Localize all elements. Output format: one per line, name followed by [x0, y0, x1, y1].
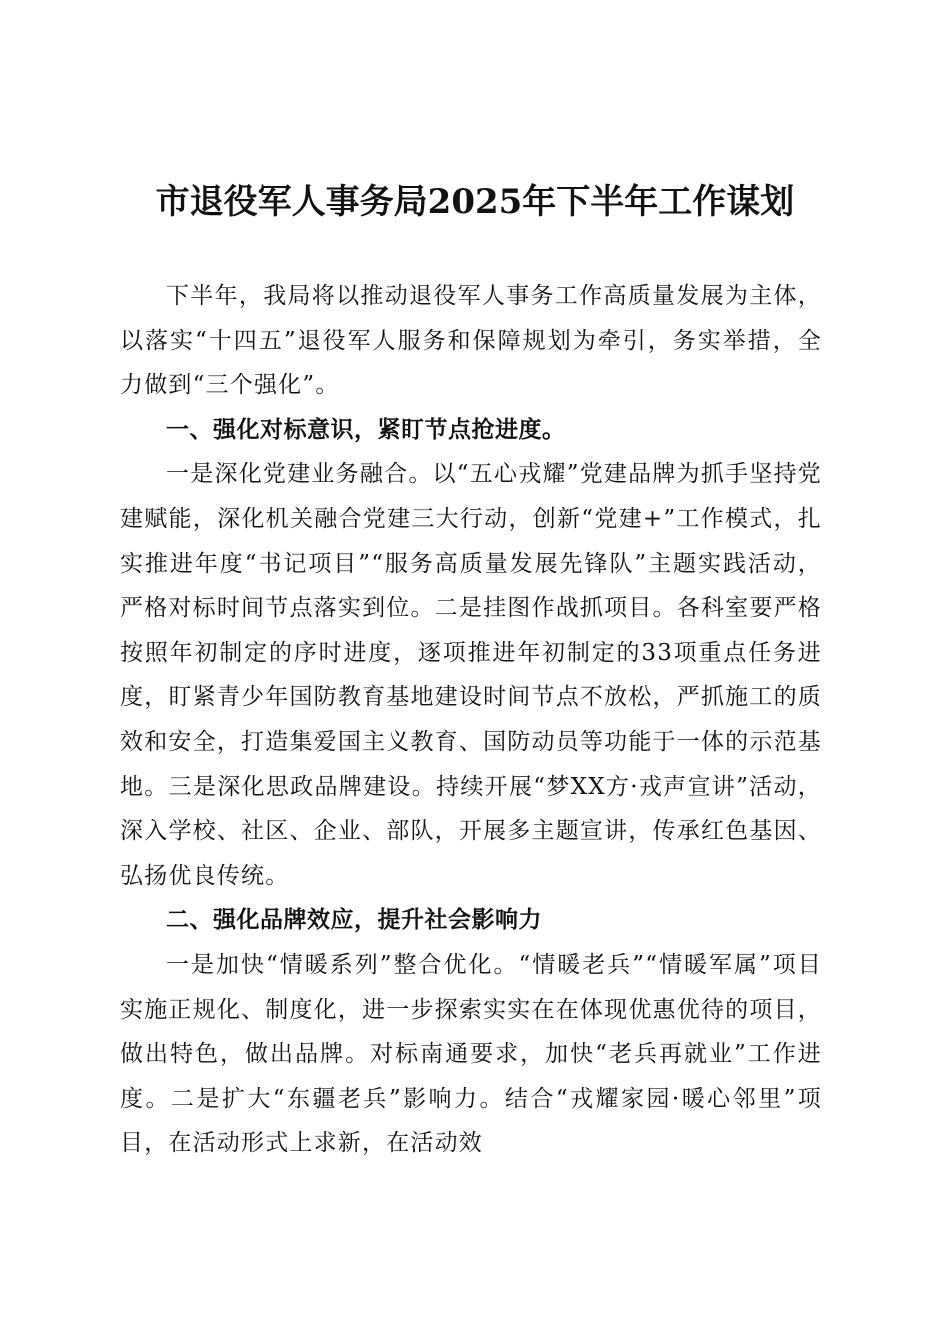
document-title: 市退役军人事务局2025年下半年工作谋划: [155, 182, 795, 222]
document-body: [120, 274, 822, 1166]
intro-paragraph: 下半年，我局将以推动退役军人事务工作高质量发展为主体，以落实“十四五”退役军人服务和保障规划为牵引，务实举措，全力做到“三个强化”。: [120, 283, 822, 399]
section-1-paragraph: 一是深化党建业务融合。以“五心戎耀”党建品牌为抓手坚持党建赋能，深化机关融合党建三大行动，创新“党建+”工作模式，扎实推进年度“书记项目”“服务高质量发展先锋队”主题实践活动，严格对标时间节点落实到位。二是挂图作战抓项目。各科室要严格按照年初制定的序时进度，逐项推进年初制定的33项重点任务进度，盯紧青少年国防教育基地建设时间节点不放松，严抓施工的质效和安全，打造集爱国主义教育、国防动员等功能于一体的示范基地。三是深化思政品牌建设。持续开展“梦XX方·戎声宣讲”活动，深入学校、社区、企业、部队，开展多主题宣讲，传承红色基因、弘扬优良传统。: [120, 461, 822, 889]
section-2-heading: 二、强化品牌效应，提升社会影响力: [166, 907, 542, 934]
section-1-heading: 一、强化对标意识，紧盯节点抢进度。: [166, 416, 566, 443]
section-2-paragraph: 一是加快“情暖系列”整合优化。“情暖老兵”“情暖军属”项目实施正规化、制度化，进一步探索实实在在体现优惠优待的项目，做出特色，做出品牌。对标南通要求，加快“老兵再就业”工作进度。二是扩大“东疆老兵”影响力。结合“戎耀家园·暖心邻里”项目，在活动形式上求新，在活动效: [120, 951, 822, 1157]
